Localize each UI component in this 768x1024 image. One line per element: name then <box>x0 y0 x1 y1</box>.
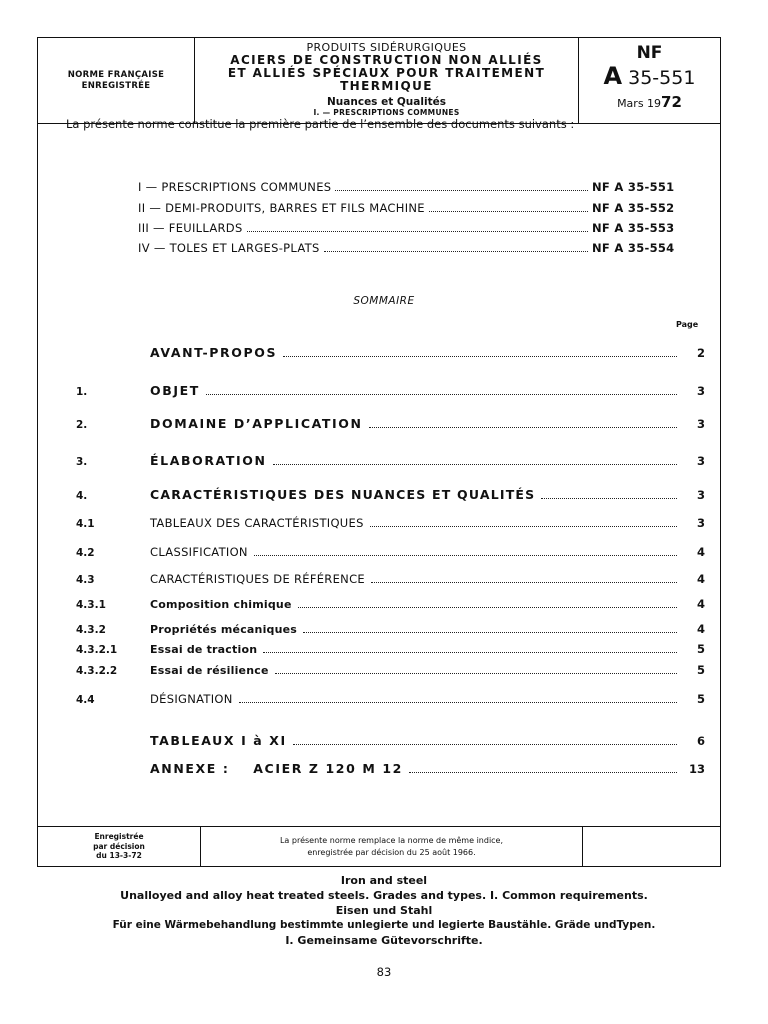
title-line-1: ACIERS DE CONSTRUCTION NON ALLIÉS <box>230 53 543 67</box>
leader-dots <box>298 607 677 608</box>
toc-title: Composition chimique <box>150 598 292 611</box>
code-number: 35-551 <box>628 67 696 89</box>
document-ref: NF A 35-553 <box>592 221 675 235</box>
toc-page: 13 <box>688 762 705 776</box>
document-ref: NF A 35-551 <box>592 180 675 194</box>
leader-dots <box>369 427 677 428</box>
toc-page: 3 <box>696 488 705 502</box>
toc-entry <box>76 516 705 534</box>
toc-number: 4.3.2 <box>76 624 106 636</box>
nf-mark: NF <box>636 43 663 63</box>
translation-line-3: Eisen und Stahl <box>335 904 433 917</box>
leader-dots <box>263 652 677 653</box>
toc-entry <box>76 416 705 434</box>
sommaire-heading: SOMMAIRE <box>353 295 415 307</box>
note-line-1: La présente norme remplace la norme de même indice, <box>279 835 504 845</box>
toc-entry <box>76 733 705 751</box>
toc-title: AVANT-PROPOS <box>150 345 278 360</box>
document-item <box>138 180 700 196</box>
toc-title: ÉLABORATION <box>150 453 267 468</box>
leader-dots <box>293 744 677 745</box>
standard-date <box>579 93 720 111</box>
document-label: III — FEUILLARDS <box>138 221 243 235</box>
leader-dots <box>541 498 677 499</box>
document-ref: NF A 35-552 <box>592 201 675 215</box>
translation-line-1: Iron and steel <box>340 874 428 887</box>
toc-page: 3 <box>696 417 705 431</box>
document-label: II — DEMI-PRODUITS, BARRES ET FILS MACHINE <box>138 201 425 215</box>
toc-number: 4.1 <box>76 518 95 530</box>
header-status <box>38 38 195 123</box>
toc-page: 5 <box>696 692 705 706</box>
translation-line-4: Für eine Wärmebehandlung bestimmte unlegierte und legierte Baustähle. Gräde undTypen. <box>112 919 656 931</box>
translation-line-2: Unalloyed and alloy heat treated steels. Grades and types. I. Common requirements. <box>120 889 648 902</box>
leader-dots <box>371 582 677 583</box>
toc-entry <box>76 345 705 363</box>
date-year: 72 <box>661 93 682 111</box>
leader-dots <box>370 526 677 527</box>
toc-page: 6 <box>696 734 705 748</box>
code-letter: A <box>603 62 623 90</box>
leader-dots <box>303 632 677 633</box>
toc-entry <box>76 597 705 615</box>
toc-entry <box>76 663 705 681</box>
toc-page: 4 <box>696 622 705 636</box>
date-month: Mars 19 <box>617 97 662 110</box>
header-title-block <box>195 38 579 123</box>
toc-number: 4.3.2.2 <box>76 665 118 677</box>
toc-page: 4 <box>696 597 705 611</box>
leader-dots <box>409 772 677 773</box>
leader-dots <box>254 555 677 556</box>
title-line-2: ET ALLIÉS SPÉCIAUX POUR TRAITEMENT <box>227 66 546 80</box>
toc-title: TABLEAUX I à XI <box>150 733 287 748</box>
leader-dots <box>324 251 588 252</box>
leader-dots <box>273 464 677 465</box>
toc-entry <box>76 622 705 640</box>
category-label: PRODUITS SIDÉRURGIQUES <box>306 41 467 54</box>
translation-line-5: I. Gemeinsame Gütevorschrifte. <box>285 934 483 947</box>
status-line-1: NORME FRANÇAISE <box>67 69 165 80</box>
document-item <box>138 241 700 257</box>
header-reference <box>579 38 720 123</box>
toc-entry <box>76 545 705 563</box>
toc-entry <box>76 487 705 505</box>
leader-dots <box>429 211 588 212</box>
leader-dots <box>206 394 677 395</box>
toc-number: 4. <box>76 490 88 502</box>
toc-number: 1. <box>76 386 88 398</box>
leader-dots <box>275 673 677 674</box>
leader-dots <box>239 702 677 703</box>
footer-replacement-note <box>201 827 583 866</box>
toc-number: 4.4 <box>76 694 95 706</box>
toc-title: CARACTÉRISTIQUES DE RÉFÉRENCE <box>150 572 365 586</box>
toc-page: 4 <box>696 545 705 559</box>
toc-title: ANNEXE : ACIER Z 120 M 12 <box>150 761 403 776</box>
document-ref: NF A 35-554 <box>592 241 675 255</box>
toc-title: Essai de résilience <box>150 664 269 677</box>
page-column-header: Page <box>676 320 699 329</box>
note-line-2: enregistrée par décision du 25 août 1966. <box>307 847 476 857</box>
toc-title: Essai de traction <box>150 643 258 656</box>
toc-number: 4.3 <box>76 574 95 586</box>
footer <box>38 826 720 866</box>
leader-dots <box>247 231 588 232</box>
toc-title: CLASSIFICATION <box>150 545 248 559</box>
toc-entry <box>76 383 705 401</box>
toc-title: TABLEAUX DES CARACTÉRISTIQUES <box>150 516 364 530</box>
part-label: I. — PRESCRIPTIONS COMMUNES <box>313 108 460 117</box>
toc-title: DOMAINE D’APPLICATION <box>150 416 363 431</box>
document-label: I — PRESCRIPTIONS COMMUNES <box>138 180 332 194</box>
registration-line-1: Enregistrée <box>94 832 144 842</box>
toc-page: 3 <box>696 516 705 530</box>
toc-entry <box>76 572 705 590</box>
toc-number: 4.2 <box>76 547 95 559</box>
toc-page: 4 <box>696 572 705 586</box>
toc-number: 3. <box>76 456 88 468</box>
toc-title: OBJET <box>150 383 200 398</box>
toc-entry <box>76 642 705 660</box>
document-label: IV — TOLES ET LARGES-PLATS <box>138 241 320 255</box>
subtitle: Nuances et Qualités <box>327 96 446 108</box>
toc-page: 3 <box>696 454 705 468</box>
registration-line-3: du 13-3-72 <box>96 851 142 861</box>
toc-entry <box>76 453 705 471</box>
header <box>38 38 720 124</box>
toc-page: 5 <box>696 642 705 656</box>
standard-code <box>579 64 720 91</box>
toc-number: 4.3.2.1 <box>76 644 118 656</box>
toc-title: Propriétés mécaniques <box>150 623 298 636</box>
footer-registration <box>38 827 201 866</box>
toc-entry <box>76 692 705 710</box>
toc-title: DÉSIGNATION <box>150 692 233 706</box>
title-line-3: THERMIQUE <box>340 79 433 93</box>
toc-entry <box>76 761 705 779</box>
document-item <box>138 221 700 237</box>
document-item <box>138 201 700 217</box>
leader-dots <box>335 190 588 191</box>
leader-dots <box>283 356 677 357</box>
toc-page: 2 <box>696 346 705 360</box>
toc-page: 3 <box>696 384 705 398</box>
toc-page: 5 <box>696 663 705 677</box>
intro-text: La présente norme constitue la première partie de l’ensemble des documents suivants : <box>66 117 575 131</box>
page-number: 83 <box>376 965 392 979</box>
toc-number: 4.3.1 <box>76 599 106 611</box>
toc-number: 2. <box>76 419 88 431</box>
registration-line-2: par décision <box>93 841 145 851</box>
status-line-2: ENREGISTRÉE <box>81 80 151 91</box>
toc-title: CARACTÉRISTIQUES DES NUANCES ET QUALITÉS <box>150 487 536 502</box>
